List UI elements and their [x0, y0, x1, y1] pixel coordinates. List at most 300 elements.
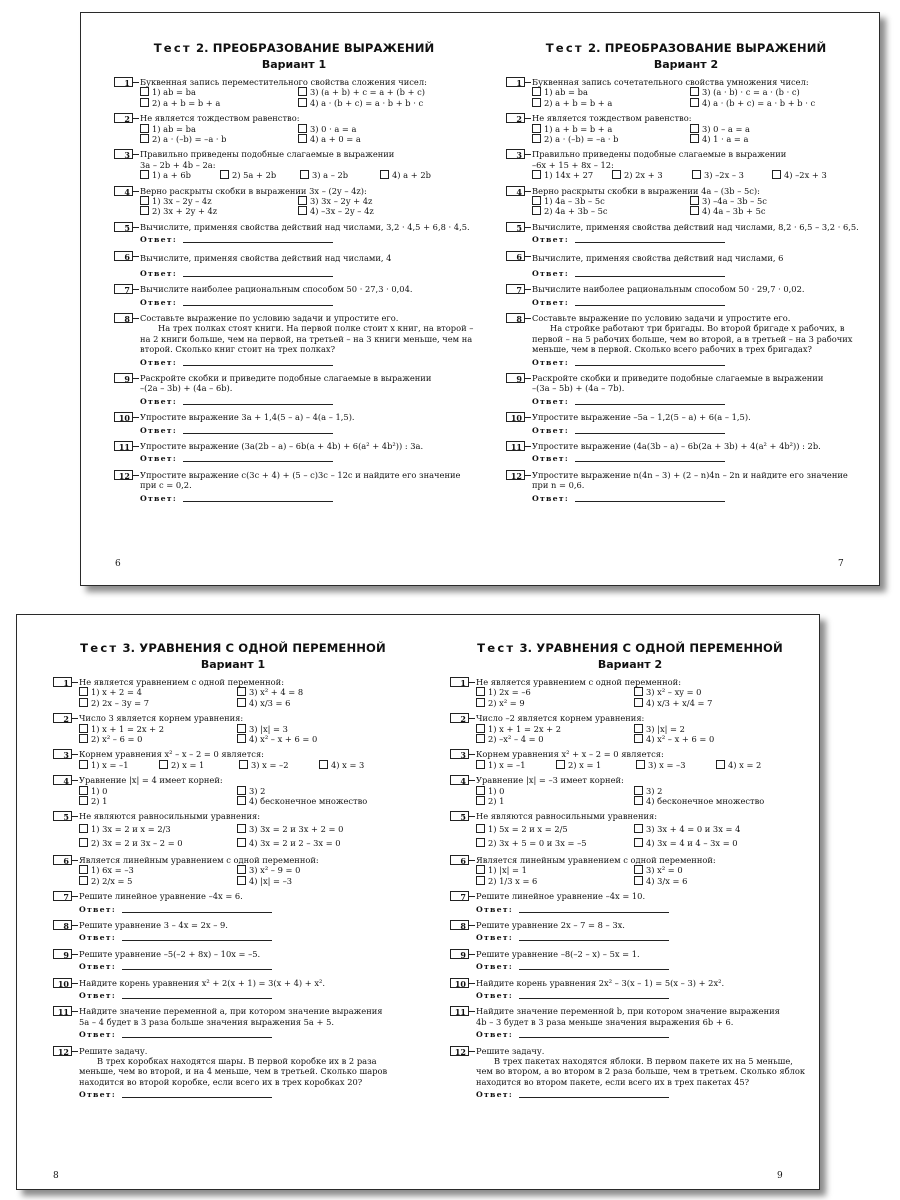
answer-line[interactable]	[183, 242, 333, 243]
answer-option[interactable]	[634, 698, 804, 708]
answer-option-label: 2) a + b = b + a	[152, 97, 221, 108]
answer-field[interactable]	[476, 962, 810, 972]
checkbox[interactable]	[532, 98, 541, 107]
answer-option[interactable]	[79, 760, 159, 770]
answer-line[interactable]	[122, 1097, 272, 1098]
checkbox[interactable]	[79, 824, 88, 833]
answer-option[interactable]	[237, 687, 407, 697]
checkbox[interactable]	[79, 865, 88, 874]
test-title	[114, 41, 474, 55]
answer-option[interactable]	[476, 786, 634, 796]
book-spread-test-3	[16, 614, 820, 1190]
answer-field[interactable]	[140, 454, 474, 464]
answer-option[interactable]	[476, 865, 634, 875]
checkbox[interactable]	[476, 876, 485, 885]
answer-field[interactable]	[532, 298, 866, 308]
answer-field[interactable]	[140, 358, 474, 368]
answer-option[interactable]	[772, 170, 852, 180]
checkbox[interactable]	[79, 876, 88, 885]
task-number: 12	[114, 470, 133, 480]
task-question: Буквенная запись переместительного свойства сложения чисел:	[140, 77, 427, 87]
answer-line[interactable]	[519, 1097, 669, 1098]
answer-option[interactable]	[634, 876, 804, 886]
answer-option-label: 2) 1	[91, 796, 108, 807]
answer-option[interactable]	[298, 206, 468, 216]
checkbox[interactable]	[79, 724, 88, 733]
checkbox[interactable]	[380, 170, 389, 179]
checkbox[interactable]	[634, 796, 643, 805]
answer-line[interactable]	[575, 433, 725, 434]
answer-options	[476, 724, 810, 745]
checkbox[interactable]	[634, 734, 643, 743]
answer-option[interactable]	[220, 170, 300, 180]
answer-option[interactable]	[476, 734, 634, 744]
answer-option[interactable]	[634, 724, 804, 734]
answer-option[interactable]	[532, 196, 690, 206]
task-item	[506, 313, 866, 368]
test-title-word: Тест	[545, 41, 584, 55]
answer-option[interactable]	[79, 786, 237, 796]
checkbox[interactable]	[79, 687, 88, 696]
checkbox[interactable]	[140, 124, 149, 133]
task-question: Число 3 является корнем уравнения:	[79, 713, 244, 724]
checkbox[interactable]	[237, 824, 246, 833]
answer-field[interactable]	[79, 991, 413, 1001]
task-question: Найдите значение переменной b, при котором значение выражения	[476, 1006, 780, 1017]
answer-option[interactable]	[79, 796, 237, 806]
page-number: 8	[53, 1171, 59, 1181]
answer-line[interactable]	[183, 305, 333, 306]
checkbox[interactable]	[140, 134, 149, 143]
checkbox[interactable]	[476, 865, 485, 874]
answer-option[interactable]	[237, 734, 407, 744]
checkbox[interactable]	[298, 87, 307, 96]
answer-options	[140, 87, 474, 108]
answer-option-label: 4) 1 · a = a	[702, 134, 749, 145]
task-number: 5	[450, 811, 469, 821]
checkbox[interactable]	[556, 760, 565, 769]
answer-option[interactable]	[298, 196, 468, 206]
answer-option[interactable]	[476, 687, 634, 697]
task-item	[53, 775, 413, 806]
task-number: 4	[114, 186, 133, 196]
answer-options	[532, 170, 866, 180]
answer-option[interactable]	[476, 822, 634, 836]
checkbox[interactable]	[690, 196, 699, 205]
answer-option[interactable]	[319, 760, 399, 770]
checkbox[interactable]	[476, 687, 485, 696]
answer-line[interactable]	[575, 305, 725, 306]
checkbox[interactable]	[476, 698, 485, 707]
answer-options	[476, 687, 810, 708]
answer-line[interactable]	[122, 969, 272, 970]
checkbox[interactable]	[634, 865, 643, 874]
answer-field[interactable]	[140, 235, 474, 245]
checkbox[interactable]	[298, 134, 307, 143]
checkbox[interactable]	[532, 134, 541, 143]
checkbox[interactable]	[237, 786, 246, 795]
answer-option[interactable]	[237, 836, 407, 850]
answer-line[interactable]	[519, 1037, 669, 1038]
answer-field[interactable]	[476, 933, 810, 943]
checkbox[interactable]	[319, 760, 328, 769]
checkbox[interactable]	[140, 170, 149, 179]
answer-field[interactable]	[79, 933, 413, 943]
answer-option[interactable]	[690, 87, 860, 97]
answer-option[interactable]	[140, 87, 298, 97]
checkbox[interactable]	[220, 170, 229, 179]
task-number: 11	[506, 441, 525, 451]
task-question: Число –2 является корнем уравнения:	[476, 713, 645, 724]
checkbox[interactable]	[612, 170, 621, 179]
answer-option[interactable]	[79, 865, 237, 875]
answer-option-label: 2) x = 1	[171, 759, 205, 770]
task-number: 8	[114, 313, 133, 323]
answer-field[interactable]	[476, 1090, 810, 1100]
checkbox[interactable]	[532, 124, 541, 133]
answer-option[interactable]	[556, 760, 636, 770]
answer-line[interactable]	[575, 242, 725, 243]
answer-line[interactable]	[122, 998, 272, 999]
answer-option[interactable]	[690, 206, 860, 216]
answer-option[interactable]	[532, 124, 690, 134]
task-question: Решите уравнение –8(–2 – x) – 5x = 1.	[476, 948, 640, 959]
checkbox[interactable]	[476, 724, 485, 733]
answer-field[interactable]	[532, 269, 866, 279]
checkbox[interactable]	[532, 87, 541, 96]
checkbox[interactable]	[692, 170, 701, 179]
task-number: 6	[114, 251, 133, 261]
answer-field[interactable]	[532, 397, 866, 407]
answer-options	[476, 865, 810, 886]
answer-option[interactable]	[532, 98, 690, 108]
checkbox[interactable]	[716, 760, 725, 769]
answer-line[interactable]	[183, 433, 333, 434]
answer-option[interactable]	[692, 170, 772, 180]
answer-option-label: 3) x² + 4 = 8	[249, 687, 304, 698]
checkbox[interactable]	[476, 734, 485, 743]
answer-option[interactable]	[140, 134, 298, 144]
answer-field[interactable]	[79, 1030, 413, 1040]
checkbox[interactable]	[140, 206, 149, 215]
checkbox[interactable]	[298, 206, 307, 215]
answer-line[interactable]	[122, 1037, 272, 1038]
answer-option[interactable]	[298, 124, 468, 134]
answer-field[interactable]	[476, 991, 810, 1001]
answer-option-label: 4) |x| = –3	[249, 875, 293, 886]
answer-label: Ответ:	[140, 268, 177, 278]
answer-line[interactable]	[183, 365, 333, 366]
answer-field[interactable]	[140, 298, 474, 308]
answer-option[interactable]	[298, 98, 468, 108]
answer-option[interactable]	[532, 206, 690, 216]
task-number: 8	[506, 313, 525, 323]
checkbox[interactable]	[140, 196, 149, 205]
checkbox[interactable]	[237, 687, 246, 696]
answer-option[interactable]	[79, 822, 237, 836]
checkbox[interactable]	[532, 170, 541, 179]
checkbox[interactable]	[476, 760, 485, 769]
answer-option[interactable]	[380, 170, 460, 180]
task-number: 6	[506, 251, 525, 261]
answer-option-label: 4) бесконечное множество	[249, 796, 368, 807]
answer-option-label: 1) a + b = b + a	[544, 123, 613, 134]
answer-options	[79, 786, 413, 807]
answer-option[interactable]	[237, 822, 407, 836]
checkbox[interactable]	[634, 838, 643, 847]
checkbox[interactable]	[634, 698, 643, 707]
answer-option[interactable]	[690, 124, 860, 134]
checkbox[interactable]	[634, 687, 643, 696]
answer-line[interactable]	[183, 501, 333, 502]
checkbox[interactable]	[690, 124, 699, 133]
task-question: Составьте выражение по условию задачи и упростите его.	[532, 312, 791, 323]
answer-option[interactable]	[140, 206, 298, 216]
checkbox[interactable]	[634, 724, 643, 733]
task-number: 5	[506, 222, 525, 232]
task-question: Решите уравнение 3 – 4x = 2x – 9.	[79, 919, 228, 930]
answer-option[interactable]	[634, 687, 804, 697]
checkbox[interactable]	[690, 98, 699, 107]
answer-option[interactable]	[79, 734, 237, 744]
checkbox[interactable]	[690, 134, 699, 143]
checkbox[interactable]	[532, 196, 541, 205]
answer-option[interactable]	[237, 698, 407, 708]
answer-option[interactable]	[239, 760, 319, 770]
answer-option[interactable]	[237, 724, 407, 734]
answer-option[interactable]	[237, 796, 407, 806]
checkbox[interactable]	[476, 786, 485, 795]
task-number: 5	[53, 811, 72, 821]
answer-field[interactable]	[140, 397, 474, 407]
answer-option-label: 4) a + 0 = a	[310, 134, 361, 145]
answer-label: Ответ:	[476, 990, 513, 1000]
answer-field[interactable]	[79, 962, 413, 972]
checkbox[interactable]	[79, 734, 88, 743]
checkbox[interactable]	[239, 760, 248, 769]
answer-option[interactable]	[532, 134, 690, 144]
checkbox[interactable]	[79, 796, 88, 805]
answer-option-label: 4) x/3 = 6	[249, 697, 291, 708]
checkbox[interactable]	[237, 734, 246, 743]
checkbox[interactable]	[476, 838, 485, 847]
answer-option[interactable]	[476, 698, 634, 708]
answer-option[interactable]	[476, 724, 634, 734]
answer-option[interactable]	[140, 98, 298, 108]
answer-line[interactable]	[575, 461, 725, 462]
checkbox[interactable]	[79, 698, 88, 707]
task-question: Правильно приведены подобные слагаемые в выражении	[140, 149, 395, 160]
answer-option[interactable]	[476, 796, 634, 806]
answer-label: Ответ:	[79, 904, 116, 914]
task-item	[114, 284, 474, 308]
task-question-cont: при c = 0,2.	[140, 480, 192, 491]
test-title	[450, 641, 810, 655]
answer-line[interactable]	[575, 501, 725, 502]
answer-option[interactable]	[690, 196, 860, 206]
answer-option-label: 2) x² – 6 = 0	[91, 734, 143, 745]
answer-option-label: 2) 1	[488, 796, 505, 807]
answer-line[interactable]	[122, 940, 272, 941]
checkbox[interactable]	[237, 724, 246, 733]
answer-option[interactable]	[634, 796, 804, 806]
answer-field[interactable]	[79, 1090, 413, 1100]
task-item	[53, 920, 413, 944]
answer-option[interactable]	[79, 724, 237, 734]
answer-option[interactable]	[237, 876, 407, 886]
answer-options	[476, 786, 810, 807]
answer-field[interactable]	[532, 358, 866, 368]
answer-option[interactable]	[634, 786, 804, 796]
task-question: Не является тождеством равенство:	[532, 113, 692, 124]
answer-option[interactable]	[237, 786, 407, 796]
checkbox[interactable]	[79, 786, 88, 795]
checkbox[interactable]	[636, 760, 645, 769]
checkbox[interactable]	[237, 865, 246, 874]
answer-options	[79, 687, 413, 708]
checkbox[interactable]	[532, 206, 541, 215]
answer-option-label: 1) a + 6b	[152, 170, 191, 181]
answer-option[interactable]	[634, 734, 804, 744]
answer-option[interactable]	[476, 876, 634, 886]
checkbox[interactable]	[237, 876, 246, 885]
checkbox[interactable]	[140, 98, 149, 107]
answer-option-label: 1) 4a – 3b – 5c	[544, 196, 605, 207]
answer-option[interactable]	[636, 760, 716, 770]
answer-option[interactable]	[79, 876, 237, 886]
checkbox[interactable]	[690, 206, 699, 215]
answer-line[interactable]	[575, 276, 725, 277]
answer-option-label: 3) x = –3	[648, 759, 686, 770]
checkbox[interactable]	[298, 98, 307, 107]
task-item	[450, 811, 810, 849]
answer-field[interactable]	[140, 426, 474, 436]
answer-label: Ответ:	[476, 904, 513, 914]
answer-option[interactable]	[476, 836, 634, 850]
answer-field[interactable]	[476, 905, 810, 915]
answer-option-label: 3) (a · b) · c = a · (b · c)	[702, 87, 800, 98]
answer-field[interactable]	[79, 905, 413, 915]
checkbox[interactable]	[298, 196, 307, 205]
answer-option[interactable]	[612, 170, 692, 180]
answer-line[interactable]	[519, 940, 669, 941]
answer-line[interactable]	[122, 912, 272, 913]
answer-label: Ответ:	[79, 962, 116, 972]
answer-line[interactable]	[575, 404, 725, 405]
task-question: Решите уравнение 2x – 7 = 8 – 3x.	[476, 919, 625, 930]
task-question-cont: –(2a – 3b) + (4a – 6b).	[140, 383, 233, 394]
checkbox[interactable]	[634, 876, 643, 885]
page-9	[450, 615, 810, 1106]
answer-option[interactable]	[716, 760, 796, 770]
checkbox[interactable]	[690, 87, 699, 96]
checkbox[interactable]	[237, 838, 246, 847]
checkbox[interactable]	[300, 170, 309, 179]
task-question: Решите задачу.	[476, 1045, 545, 1056]
answer-option[interactable]	[298, 134, 468, 144]
task-question: Не является уравнением с одной переменной:	[476, 677, 682, 687]
checkbox[interactable]	[237, 796, 246, 805]
answer-option[interactable]	[237, 865, 407, 875]
checkbox[interactable]	[159, 760, 168, 769]
answer-field[interactable]	[476, 1030, 810, 1040]
answer-field[interactable]	[532, 235, 866, 245]
task-story: На стройке работают три бригады. Во второй бригаде x рабочих, в первой – на 5 рабочих больше, чем во второй, а в третьей – на 3 рабочих меньше, чем в первой. Сколько всего рабочих в трех бригадах?	[532, 323, 853, 355]
answer-option-label: 3) 3x + 4 = 0 и 3x = 4	[646, 823, 741, 834]
answer-line[interactable]	[519, 969, 669, 970]
task-question: Является линейным уравнением с одной переменной:	[476, 854, 716, 865]
answer-option[interactable]	[690, 98, 860, 108]
page-number: 6	[115, 559, 121, 569]
answer-option[interactable]	[532, 170, 612, 180]
answer-line[interactable]	[519, 912, 669, 913]
answer-line[interactable]	[183, 404, 333, 405]
answer-option[interactable]	[79, 687, 237, 697]
task-question: Буквенная запись сочетательного свойства умножения чисел:	[532, 77, 809, 87]
answer-field[interactable]	[140, 494, 474, 504]
task-question: Не является тождеством равенство:	[140, 113, 300, 124]
answer-option[interactable]	[79, 836, 237, 850]
test-title-text: 2. ПРЕОБРАЗОВАНИЕ ВЫРАЖЕНИЙ	[588, 41, 827, 55]
answer-field[interactable]	[532, 454, 866, 464]
task-item	[53, 1006, 413, 1040]
answer-option-label: 3) a – 2b	[312, 170, 349, 181]
answer-option-label: 2) 2x + 3	[624, 170, 663, 181]
checkbox[interactable]	[79, 760, 88, 769]
answer-option[interactable]	[476, 760, 556, 770]
checkbox[interactable]	[79, 838, 88, 847]
answer-option-label: 4) a · (b + c) = a · b + b · c	[702, 97, 816, 108]
checkbox[interactable]	[237, 698, 246, 707]
task-item	[450, 920, 810, 944]
answer-option[interactable]	[532, 87, 690, 97]
answer-line[interactable]	[575, 365, 725, 366]
answer-line[interactable]	[183, 461, 333, 462]
checkbox[interactable]	[298, 124, 307, 133]
answer-field[interactable]	[532, 494, 866, 504]
checkbox[interactable]	[634, 824, 643, 833]
task-item	[506, 470, 866, 504]
checkbox[interactable]	[634, 786, 643, 795]
answer-option[interactable]	[300, 170, 380, 180]
task-question: Упростите выражение c(3c + 4) + (5 – c)3c – 12c и найдите его значение	[140, 469, 461, 480]
answer-option[interactable]	[140, 124, 298, 134]
answer-line[interactable]	[183, 276, 333, 277]
answer-option[interactable]	[634, 865, 804, 875]
task-question: Упростите выражение (4a(3b – a) – 6b(2a + 3b) + 4(a² + 4b²)) : 2b.	[532, 440, 821, 451]
answer-option[interactable]	[159, 760, 239, 770]
answer-option[interactable]	[634, 822, 804, 836]
answer-option[interactable]	[140, 196, 298, 206]
answer-option[interactable]	[634, 836, 804, 850]
checkbox[interactable]	[476, 796, 485, 805]
task-item	[450, 677, 810, 708]
answer-field[interactable]	[140, 269, 474, 279]
checkbox[interactable]	[772, 170, 781, 179]
checkbox[interactable]	[476, 824, 485, 833]
answer-label: Ответ:	[476, 933, 513, 943]
answer-option[interactable]	[140, 170, 220, 180]
answer-line[interactable]	[519, 998, 669, 999]
answer-option[interactable]	[79, 698, 237, 708]
answer-option[interactable]	[298, 87, 468, 97]
answer-field[interactable]	[532, 426, 866, 436]
checkbox[interactable]	[140, 87, 149, 96]
answer-option[interactable]	[690, 134, 860, 144]
answer-option-label: 2) –x² – 4 = 0	[488, 734, 544, 745]
test-title-text: 3. УРАВНЕНИЯ С ОДНОЙ ПЕРЕМЕННОЙ	[519, 641, 783, 655]
answer-label: Ответ:	[532, 235, 569, 245]
